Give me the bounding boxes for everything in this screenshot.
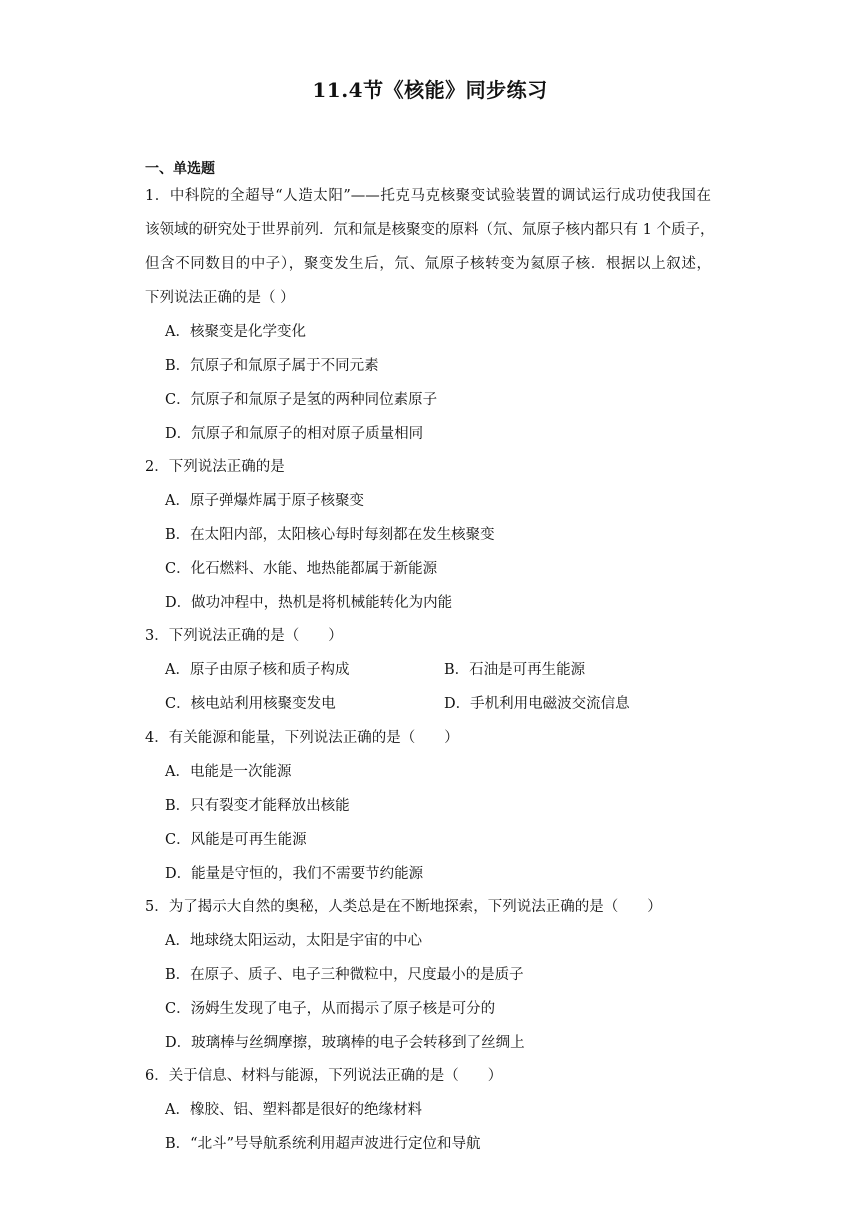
question-5-option-c: C．汤姆生发现了电子，从而揭示了原子核是可分的 bbox=[165, 1001, 496, 1017]
question-5-option-b: B．在原子、质子、电子三种微粒中，尺度最小的是质子 bbox=[165, 967, 524, 983]
question-1-stem-line-4: 下列说法正确的是（ ） bbox=[145, 290, 295, 306]
question-3-stem: 3．下列说法正确的是（ ） bbox=[145, 628, 343, 644]
question-2-option-a: A．原子弹爆炸属于原子核聚变 bbox=[165, 493, 364, 509]
question-6-option-a: A．橡胶、铝、塑料都是很好的绝缘材料 bbox=[165, 1102, 422, 1118]
question-5-option-a: A．地球绕太阳运动，太阳是宇宙的中心 bbox=[165, 933, 422, 949]
question-2-option-d: D．做功冲程中，热机是将机械能转化为内能 bbox=[165, 595, 453, 611]
question-2-option-c: C．化石燃料、水能、地热能都属于新能源 bbox=[165, 561, 438, 577]
question-3-option-d: D．手机利用电磁波交流信息 bbox=[444, 696, 630, 712]
question-1-stem-line-3: 但含不同数目的中子），聚变发生后，氘、氚原子核转变为氦原子核．根据以上叙述， bbox=[145, 256, 711, 272]
question-3-option-c: C．核电站利用核聚变发电 bbox=[165, 696, 336, 712]
question-1-option-b: B．氘原子和氚原子属于不同元素 bbox=[165, 358, 379, 374]
section-heading: 一、单选题 bbox=[145, 161, 215, 177]
question-5-option-d: D．玻璃棒与丝绸摩擦，玻璃棒的电子会转移到了丝绸上 bbox=[165, 1035, 525, 1051]
question-2-option-b: B．在太阳内部，太阳核心每时每刻都在发生核聚变 bbox=[165, 527, 495, 543]
question-2-stem: 2．下列说法正确的是 bbox=[145, 459, 285, 475]
question-1-stem-line-1: 1．中科院的全超导“人造太阳”——托克马克核聚变试验装置的调试运行成功使我国在 bbox=[145, 188, 711, 204]
question-4-option-b: B．只有裂变才能释放出核能 bbox=[165, 798, 350, 814]
question-3-option-a: A．原子由原子核和质子构成 bbox=[165, 662, 350, 678]
question-6-option-b: B．“北斗”号导航系统利用超声波进行定位和导航 bbox=[165, 1136, 481, 1152]
question-4-stem: 4．有关能源和能量，下列说法正确的是（ ） bbox=[145, 730, 459, 746]
question-3-option-b: B．石油是可再生能源 bbox=[444, 662, 586, 678]
question-4-option-c: C．风能是可再生能源 bbox=[165, 832, 307, 848]
question-1-option-a: A．核聚变是化学变化 bbox=[165, 324, 306, 340]
page-title: 11.4节《核能》同步练习 bbox=[312, 78, 548, 102]
question-6-stem: 6．关于信息、材料与能源，下列说法正确的是（ ） bbox=[145, 1068, 503, 1084]
question-1-option-c: C．氘原子和氚原子是氢的两种同位素原子 bbox=[165, 392, 438, 408]
question-4-option-d: D．能量是守恒的，我们不需要节约能源 bbox=[165, 866, 424, 882]
question-1-stem-line-2: 该领域的研究处于世界前列．氘和氚是核聚变的原料（氘、氚原子核内都只有 1 个质子， bbox=[145, 222, 715, 238]
question-1-option-d: D．氘原子和氚原子的相对原子质量相同 bbox=[165, 426, 424, 442]
question-5-stem: 5．为了揭示大自然的奥秘，人类总是在不断地探索，下列说法正确的是（ ） bbox=[145, 899, 662, 915]
question-4-option-a: A．电能是一次能源 bbox=[165, 764, 292, 780]
